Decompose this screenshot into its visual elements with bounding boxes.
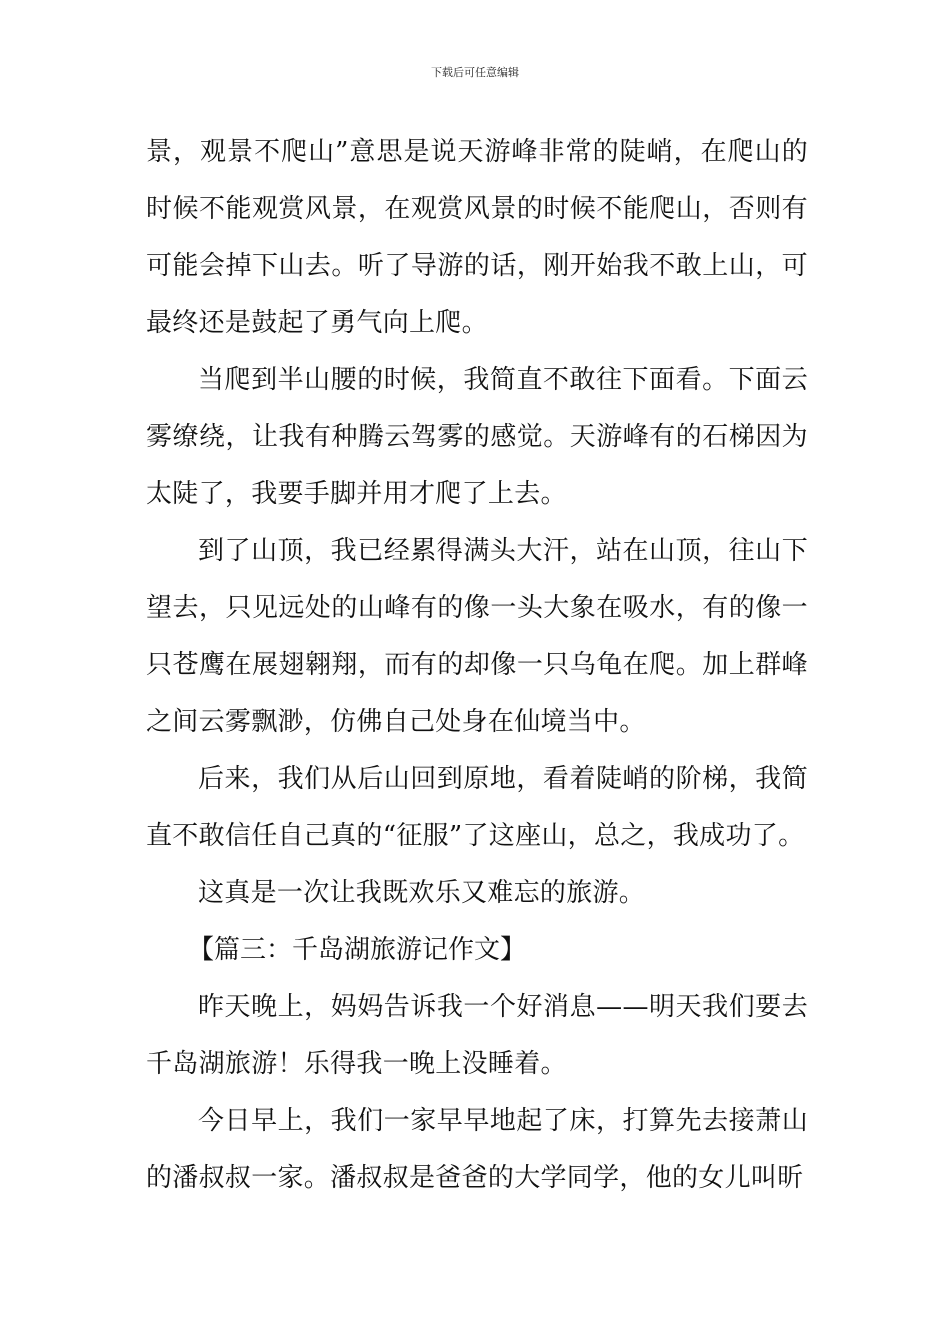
paragraph-4: 后来，我们从后山回到原地，看着陡峭的阶梯，我简直不敢信任自己真的“征服”了这座山，总之，我成功了。: [146, 764, 808, 851]
document-body: [146, 124, 808, 1207]
section-heading: 【篇三：千岛湖旅游记作文】: [188, 935, 527, 965]
paragraph-3: 到了山顶，我已经累得满头大汗，站在山顶，往山下望去，只见远处的山峰有的像一头大象在吸水，有的像一只苍鹰在展翅翱翔，而有的却像一只乌龟在爬。加上群峰之间云雾飘渺，仿佛自己处身在仙境当中。: [146, 536, 808, 737]
paragraph-7: 今日早上，我们一家早早地起了床，打算先去接萧山的潘叔叔一家。潘叔叔是爸爸的大学同学，他的女儿叫昕: [146, 1106, 808, 1193]
paragraph-5: 这真是一次让我既欢乐又难忘的旅游。: [198, 878, 646, 908]
paragraph-2: 当爬到半山腰的时候，我简直不敢往下面看。下面云雾缭绕，让我有种腾云驾雾的感觉。天游峰有的石梯因为太陡了，我要手脚并用才爬了上去。: [146, 365, 808, 509]
page-header-note: 下载后可任意编辑: [431, 66, 519, 79]
paragraph-1: 景，观景不爬山”意思是说天游峰非常的陡峭，在爬山的时候不能观赏风景，在观赏风景的时候不能爬山，否则有可能会掉下山去。听了导游的话，刚开始我不敢上山，可最终还是鼓起了勇气向上爬。: [146, 137, 808, 338]
paragraph-6: 昨天晚上，妈妈告诉我一个好消息——明天我们要去千岛湖旅游！乐得我一晚上没睡着。: [146, 992, 808, 1079]
